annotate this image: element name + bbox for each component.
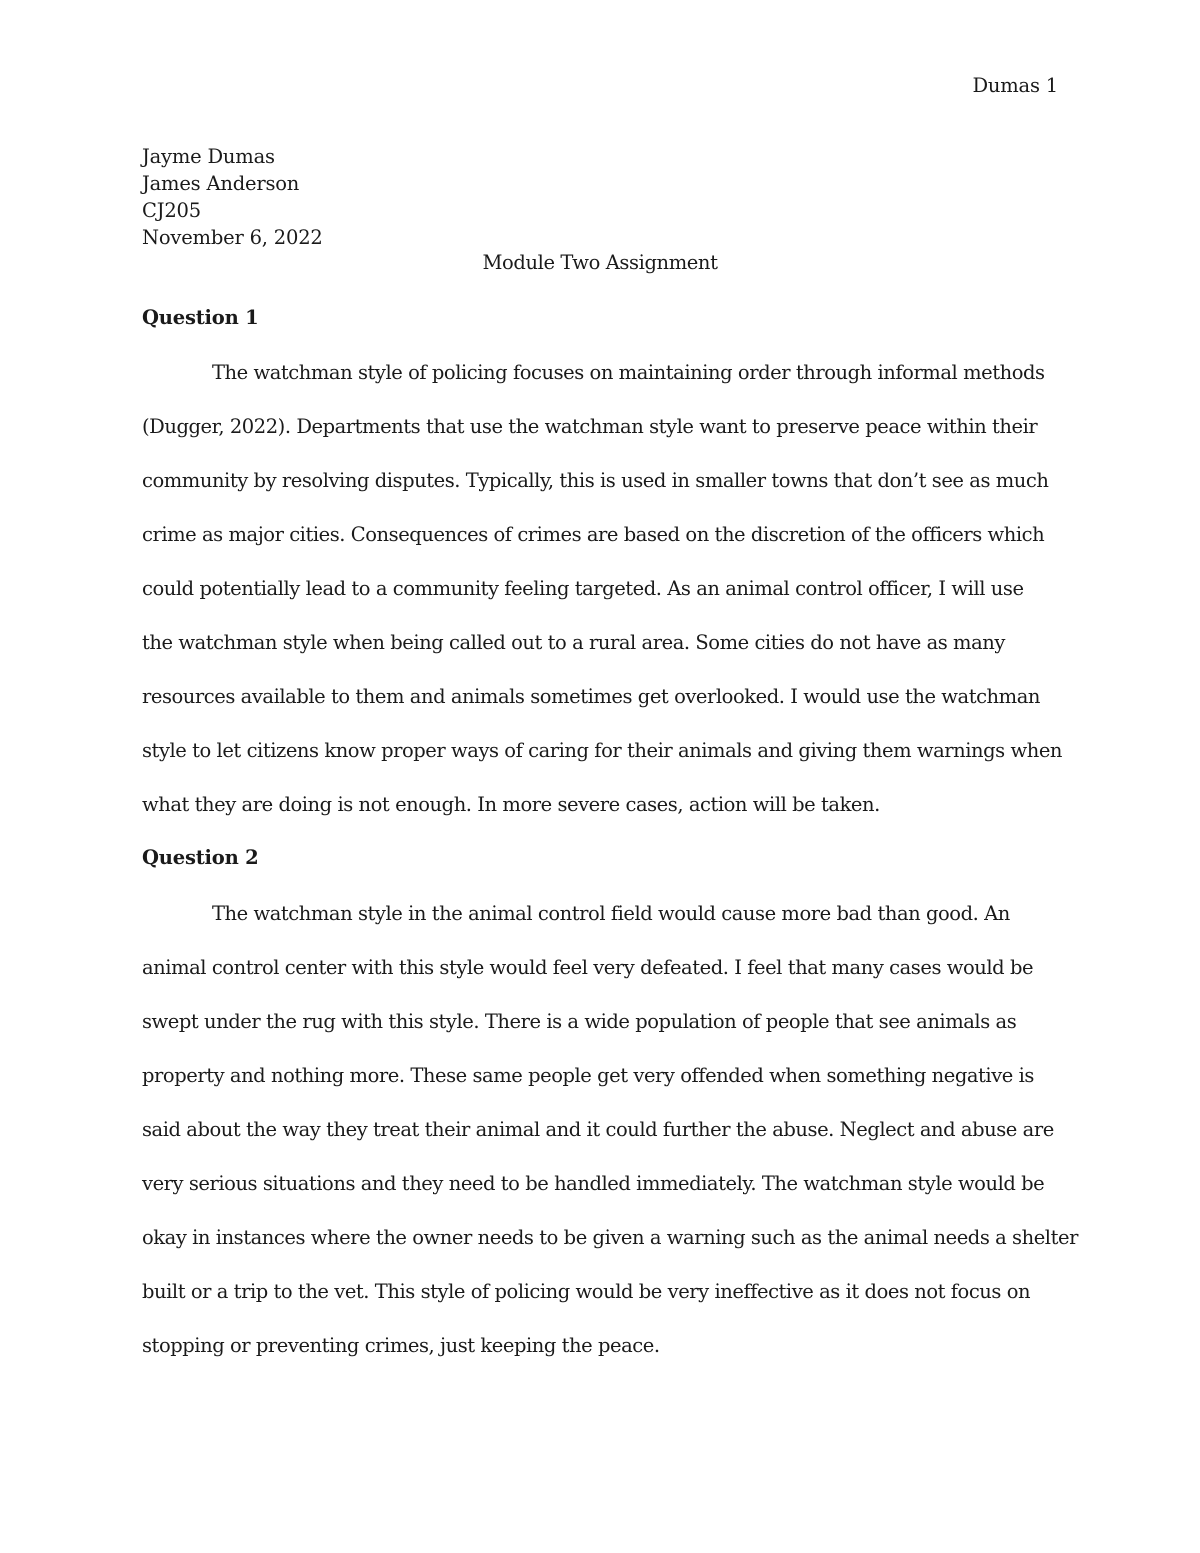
course-code: CJ205: [142, 199, 201, 222]
paragraph-line: very serious situations and they need to be handled immediately. The watchman style would be: [142, 1172, 1045, 1195]
document-title: Module Two Assignment: [482, 251, 718, 274]
paragraph-line: okay in instances where the owner needs to be given a warning such as the animal needs a shelter: [142, 1226, 1078, 1249]
paragraph-line: property and nothing more. These same people get very offended when something negative is: [142, 1064, 1034, 1087]
mla-heading-block: [142, 143, 323, 251]
paragraph-line: the watchman style when being called out to a rural area. Some cities do not have as many: [142, 631, 1005, 654]
question-2-body: [142, 900, 1078, 1386]
paragraph-line: The watchman style in the animal control field would cause more bad than good. An: [212, 902, 1010, 925]
question-1-heading: Question 1: [142, 306, 259, 329]
paragraph-line: (Dugger, 2022). Departments that use the watchman style want to preserve peace within their: [142, 415, 1038, 438]
question-2-heading: Question 2: [142, 846, 259, 869]
paragraph-line: swept under the rug with this style. There is a wide population of people that see animals as: [142, 1010, 1017, 1033]
running-head: Dumas 1: [972, 74, 1058, 97]
paragraph-line: stopping or preventing crimes, just keeping the peace.: [142, 1334, 660, 1357]
paragraph-line: community by resolving disputes. Typically, this is used in smaller towns that don’t see as much: [142, 469, 1049, 492]
paragraph-line: said about the way they treat their animal and it could further the abuse. Neglect and abuse are: [142, 1118, 1054, 1141]
instructor-name: James Anderson: [142, 172, 300, 195]
assignment-date: November 6, 2022: [142, 226, 323, 249]
paragraph-line: resources available to them and animals sometimes get overlooked. I would use the watchman: [142, 685, 1040, 708]
paragraph-line: could potentially lead to a community feeling targeted. As an animal control officer, I will use: [142, 577, 1024, 600]
paragraph-line: animal control center with this style would feel very defeated. I feel that many cases would be: [142, 956, 1034, 979]
paragraph-line: built or a trip to the vet. This style of policing would be very ineffective as it does not focus on: [142, 1280, 1031, 1303]
question-1-body: [142, 359, 1072, 845]
paragraph-line: style to let citizens know proper ways of caring for their animals and giving them warnings when: [142, 739, 1063, 762]
paragraph-line: The watchman style of policing focuses on maintaining order through informal methods: [212, 361, 1045, 384]
student-name: Jayme Dumas: [142, 145, 275, 168]
paragraph-line: crime as major cities. Consequences of crimes are based on the discretion of the officers which: [142, 523, 1045, 546]
paragraph-line: what they are doing is not enough. In more severe cases, action will be taken.: [142, 793, 880, 816]
